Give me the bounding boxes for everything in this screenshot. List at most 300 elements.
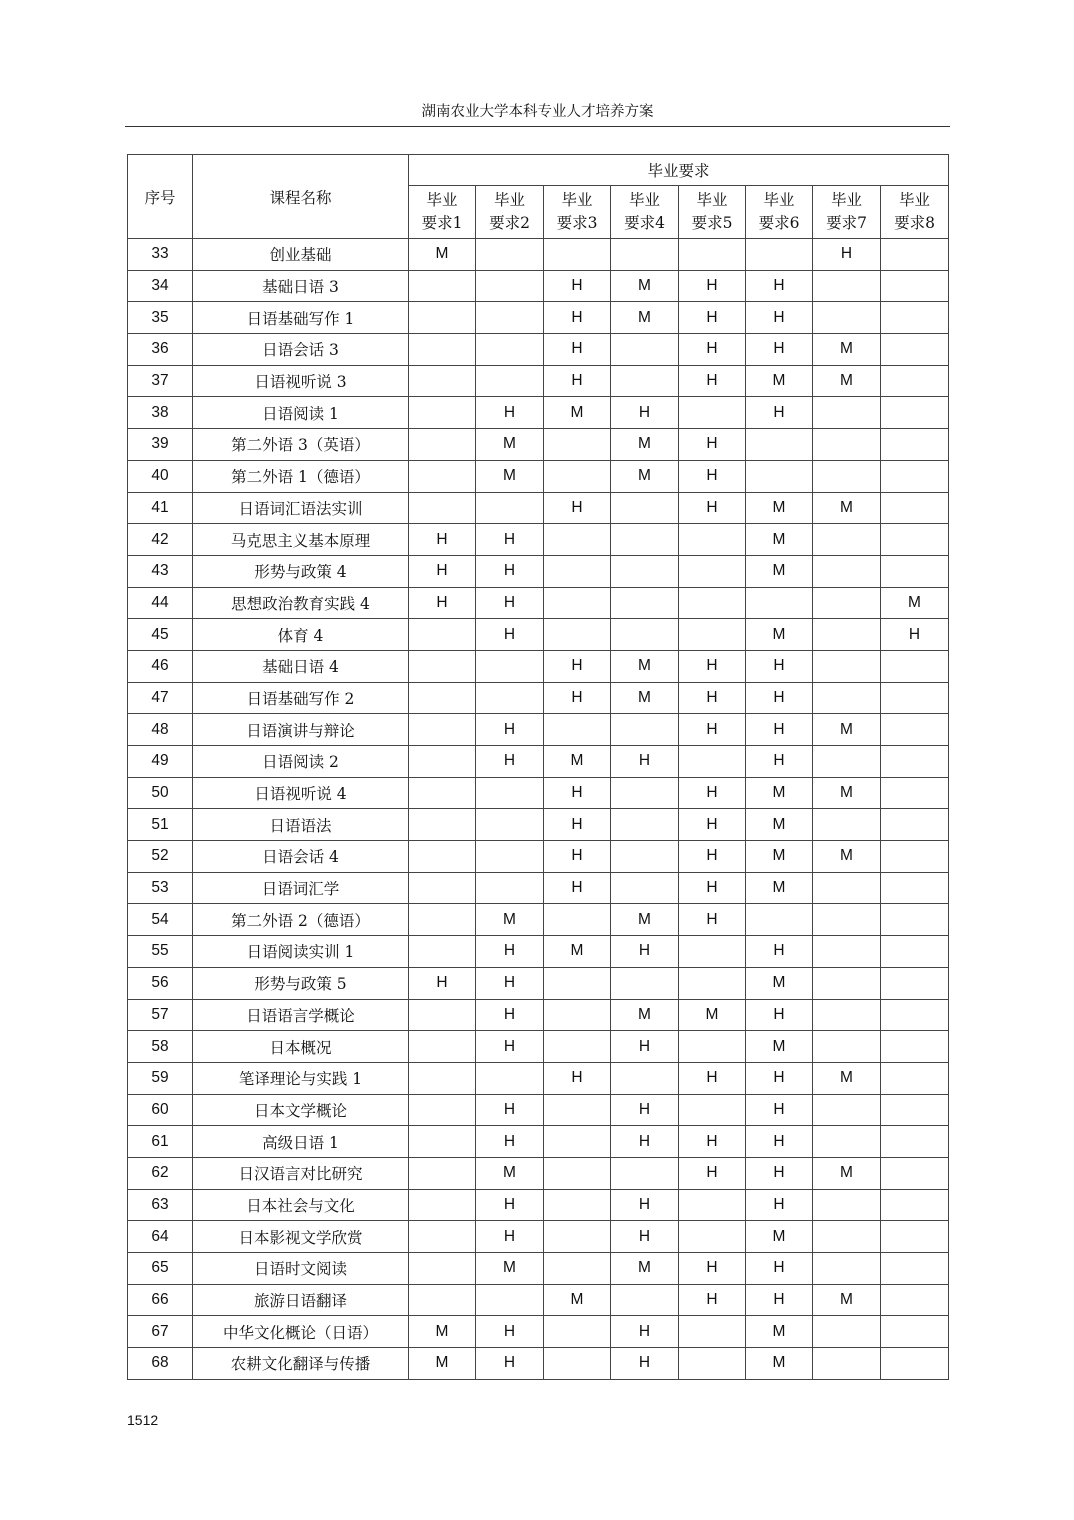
cell-seq: 57 (128, 999, 193, 1031)
table-row (128, 904, 949, 936)
column-header-requirement-6: 毕业 要求6 (746, 186, 813, 239)
cell-requirement-4 (611, 1157, 679, 1189)
cell-seq: 39 (128, 429, 193, 461)
cell-requirement-1 (409, 302, 476, 334)
cell-requirement-1 (409, 1189, 476, 1221)
cell-requirement-5 (679, 1348, 746, 1380)
cell-requirement-4 (611, 334, 679, 366)
cell-requirement-1 (409, 1157, 476, 1189)
cell-requirement-8 (881, 777, 949, 809)
cell-requirement-7 (813, 1031, 881, 1063)
cell-requirement-5: H (679, 682, 746, 714)
cell-course-name: 形势与政策 5 (193, 967, 409, 999)
cell-requirement-1 (409, 429, 476, 461)
cell-requirement-2 (476, 334, 544, 366)
cell-requirement-6 (746, 239, 813, 271)
cell-requirement-4: H (611, 1348, 679, 1380)
cell-requirement-3 (544, 1253, 611, 1285)
cell-course-name: 日语视听说 4 (193, 777, 409, 809)
cell-requirement-7 (813, 587, 881, 619)
cell-requirement-4: H (611, 1316, 679, 1348)
cell-requirement-1: M (409, 1348, 476, 1380)
table-row (128, 524, 949, 556)
cell-requirement-8 (881, 302, 949, 334)
table-row (128, 270, 949, 302)
cell-requirement-8 (881, 999, 949, 1031)
cell-requirement-3 (544, 555, 611, 587)
cell-requirement-1 (409, 650, 476, 682)
cell-course-name: 笔译理论与实践 1 (193, 1062, 409, 1094)
cell-requirement-5: M (679, 999, 746, 1031)
cell-requirement-7 (813, 460, 881, 492)
cell-requirement-4: M (611, 429, 679, 461)
cell-requirement-3: H (544, 1062, 611, 1094)
cell-requirement-6: H (746, 650, 813, 682)
cell-requirement-7 (813, 1094, 881, 1126)
cell-requirement-7: M (813, 365, 881, 397)
table-row (128, 1094, 949, 1126)
cell-requirement-7 (813, 619, 881, 651)
cell-requirement-1 (409, 492, 476, 524)
cell-requirement-3: M (544, 1284, 611, 1316)
cell-course-name: 日本文学概论 (193, 1094, 409, 1126)
cell-requirement-6: M (746, 1348, 813, 1380)
cell-requirement-8 (881, 682, 949, 714)
cell-seq: 51 (128, 809, 193, 841)
requirements-matrix-table (127, 154, 949, 1380)
cell-requirement-2: M (476, 460, 544, 492)
cell-requirement-4: H (611, 1094, 679, 1126)
cell-seq: 60 (128, 1094, 193, 1126)
cell-requirement-3 (544, 1157, 611, 1189)
cell-requirement-2: H (476, 524, 544, 556)
cell-seq: 40 (128, 460, 193, 492)
cell-requirement-3: H (544, 492, 611, 524)
cell-requirement-2: H (476, 1316, 544, 1348)
cell-course-name: 高级日语 1 (193, 1126, 409, 1158)
cell-requirement-6: H (746, 1253, 813, 1285)
cell-requirement-3: H (544, 334, 611, 366)
cell-requirement-5: H (679, 302, 746, 334)
cell-requirement-1 (409, 746, 476, 778)
cell-course-name: 第二外语 2（德语） (193, 904, 409, 936)
table-row (128, 1284, 949, 1316)
cell-requirement-6: M (746, 555, 813, 587)
cell-requirement-7 (813, 809, 881, 841)
cell-requirement-8 (881, 460, 949, 492)
cell-requirement-5 (679, 239, 746, 271)
cell-course-name: 日语会话 3 (193, 334, 409, 366)
cell-requirement-5: H (679, 904, 746, 936)
cell-requirement-3: H (544, 872, 611, 904)
cell-requirement-3 (544, 429, 611, 461)
cell-requirement-8 (881, 429, 949, 461)
cell-requirement-6 (746, 904, 813, 936)
cell-requirement-7: M (813, 777, 881, 809)
table-row (128, 239, 949, 271)
cell-requirement-4 (611, 777, 679, 809)
cell-requirement-8 (881, 714, 949, 746)
cell-requirement-5 (679, 619, 746, 651)
page-header (125, 100, 950, 127)
cell-requirement-2: H (476, 555, 544, 587)
cell-requirement-4 (611, 524, 679, 556)
cell-requirement-1 (409, 365, 476, 397)
cell-course-name: 日语视听说 3 (193, 365, 409, 397)
cell-requirement-6: M (746, 809, 813, 841)
cell-requirement-5 (679, 524, 746, 556)
cell-requirement-5: H (679, 365, 746, 397)
cell-course-name: 日语阅读 1 (193, 397, 409, 429)
cell-requirement-4 (611, 555, 679, 587)
cell-requirement-4: H (611, 1126, 679, 1158)
cell-requirement-6: H (746, 397, 813, 429)
page-number: 1512 (127, 1412, 159, 1428)
cell-seq: 68 (128, 1348, 193, 1380)
cell-requirement-4: H (611, 1189, 679, 1221)
table-row (128, 936, 949, 968)
cell-requirement-2 (476, 841, 544, 873)
cell-course-name: 日语语法 (193, 809, 409, 841)
cell-requirement-8 (881, 492, 949, 524)
column-header-requirement-2: 毕业 要求2 (476, 186, 544, 239)
cell-requirement-4 (611, 872, 679, 904)
cell-requirement-6: H (746, 999, 813, 1031)
cell-requirement-6: H (746, 1157, 813, 1189)
cell-requirement-3: H (544, 682, 611, 714)
cell-requirement-7 (813, 1253, 881, 1285)
page-header-title: 湖南农业大学本科专业人才培养方案 (421, 104, 654, 120)
cell-requirement-2: M (476, 904, 544, 936)
cell-course-name: 日语阅读 2 (193, 746, 409, 778)
table-row (128, 429, 949, 461)
cell-seq: 66 (128, 1284, 193, 1316)
cell-seq: 64 (128, 1221, 193, 1253)
cell-requirement-7: M (813, 334, 881, 366)
table-row (128, 777, 949, 809)
cell-requirement-5 (679, 397, 746, 429)
cell-requirement-6: M (746, 967, 813, 999)
cell-requirement-3: M (544, 746, 611, 778)
cell-requirement-4: M (611, 270, 679, 302)
cell-seq: 34 (128, 270, 193, 302)
cell-requirement-8 (881, 1126, 949, 1158)
cell-requirement-4: M (611, 460, 679, 492)
cell-requirement-4 (611, 239, 679, 271)
cell-requirement-1 (409, 1284, 476, 1316)
cell-requirement-7 (813, 999, 881, 1031)
cell-course-name: 日语会话 4 (193, 841, 409, 873)
cell-requirement-5 (679, 555, 746, 587)
cell-course-name: 形势与政策 4 (193, 555, 409, 587)
cell-requirement-2 (476, 650, 544, 682)
cell-requirement-3 (544, 1126, 611, 1158)
cell-requirement-1 (409, 270, 476, 302)
cell-requirement-6: H (746, 334, 813, 366)
cell-requirement-8 (881, 1348, 949, 1380)
table-row (128, 365, 949, 397)
table-row (128, 302, 949, 334)
cell-requirement-8 (881, 1284, 949, 1316)
cell-requirement-1 (409, 1094, 476, 1126)
cell-requirement-7 (813, 555, 881, 587)
cell-requirement-1: H (409, 587, 476, 619)
table-row (128, 1316, 949, 1348)
cell-requirement-4: M (611, 1253, 679, 1285)
cell-requirement-1: M (409, 239, 476, 271)
cell-requirement-7 (813, 270, 881, 302)
cell-requirement-5 (679, 1316, 746, 1348)
cell-requirement-8 (881, 1157, 949, 1189)
column-header-requirement-3: 毕业 要求3 (544, 186, 611, 239)
cell-requirement-1 (409, 1062, 476, 1094)
cell-requirement-4: M (611, 650, 679, 682)
cell-requirement-7 (813, 904, 881, 936)
cell-requirement-8 (881, 1189, 949, 1221)
cell-requirement-2 (476, 239, 544, 271)
cell-requirement-6: M (746, 841, 813, 873)
table-row (128, 714, 949, 746)
cell-requirement-5 (679, 936, 746, 968)
cell-requirement-7: M (813, 841, 881, 873)
cell-requirement-6 (746, 460, 813, 492)
cell-seq: 35 (128, 302, 193, 334)
cell-seq: 56 (128, 967, 193, 999)
cell-requirement-8 (881, 936, 949, 968)
cell-course-name: 第二外语 3（英语） (193, 429, 409, 461)
cell-requirement-2: H (476, 1126, 544, 1158)
cell-requirement-4 (611, 587, 679, 619)
cell-requirement-8 (881, 524, 949, 556)
column-header-requirement-8: 毕业 要求8 (881, 186, 949, 239)
cell-requirement-3 (544, 524, 611, 556)
cell-requirement-1: H (409, 555, 476, 587)
cell-requirement-7 (813, 302, 881, 334)
cell-requirement-8 (881, 967, 949, 999)
cell-requirement-1 (409, 682, 476, 714)
cell-requirement-4 (611, 714, 679, 746)
cell-requirement-7 (813, 1348, 881, 1380)
cell-requirement-6: H (746, 302, 813, 334)
column-header-requirement-1: 毕业 要求1 (409, 186, 476, 239)
cell-requirement-6: H (746, 682, 813, 714)
cell-requirement-5: H (679, 334, 746, 366)
cell-seq: 54 (128, 904, 193, 936)
cell-requirement-2: H (476, 746, 544, 778)
cell-requirement-3 (544, 619, 611, 651)
cell-requirement-1: H (409, 967, 476, 999)
table-row (128, 809, 949, 841)
cell-seq: 47 (128, 682, 193, 714)
cell-seq: 50 (128, 777, 193, 809)
cell-requirement-4: H (611, 1221, 679, 1253)
cell-seq: 33 (128, 239, 193, 271)
cell-requirement-8 (881, 555, 949, 587)
cell-requirement-8 (881, 904, 949, 936)
cell-requirement-6: H (746, 714, 813, 746)
cell-requirement-4 (611, 492, 679, 524)
cell-requirement-5: H (679, 777, 746, 809)
cell-requirement-8 (881, 1253, 949, 1285)
cell-requirement-1 (409, 714, 476, 746)
table-row (128, 841, 949, 873)
cell-requirement-3: H (544, 650, 611, 682)
cell-requirement-4 (611, 967, 679, 999)
cell-course-name: 中华文化概论（日语） (193, 1316, 409, 1348)
table-row (128, 1189, 949, 1221)
cell-course-name: 创业基础 (193, 239, 409, 271)
cell-requirement-2: H (476, 1031, 544, 1063)
cell-requirement-8 (881, 239, 949, 271)
cell-requirement-5 (679, 1189, 746, 1221)
cell-requirement-6: M (746, 872, 813, 904)
cell-requirement-6: H (746, 270, 813, 302)
cell-requirement-5: H (679, 714, 746, 746)
cell-requirement-4: M (611, 904, 679, 936)
cell-requirement-7 (813, 872, 881, 904)
cell-course-name: 日语语言学概论 (193, 999, 409, 1031)
cell-requirement-5: H (679, 1126, 746, 1158)
cell-requirement-2: M (476, 429, 544, 461)
cell-requirement-7: M (813, 1062, 881, 1094)
cell-requirement-1 (409, 999, 476, 1031)
cell-requirement-6: M (746, 492, 813, 524)
cell-requirement-7 (813, 1189, 881, 1221)
column-header-requirement-7: 毕业 要求7 (813, 186, 881, 239)
cell-requirement-5 (679, 967, 746, 999)
cell-requirement-5: H (679, 1284, 746, 1316)
cell-requirement-5: H (679, 429, 746, 461)
table-row (128, 872, 949, 904)
cell-requirement-7 (813, 1221, 881, 1253)
cell-requirement-6: H (746, 1189, 813, 1221)
cell-seq: 52 (128, 841, 193, 873)
cell-seq: 49 (128, 746, 193, 778)
cell-seq: 55 (128, 936, 193, 968)
cell-course-name: 基础日语 3 (193, 270, 409, 302)
cell-requirement-3 (544, 999, 611, 1031)
cell-seq: 65 (128, 1253, 193, 1285)
cell-requirement-1 (409, 334, 476, 366)
cell-course-name: 日本社会与文化 (193, 1189, 409, 1221)
cell-requirement-6: H (746, 936, 813, 968)
cell-requirement-1 (409, 841, 476, 873)
table-body (128, 239, 949, 1380)
cell-requirement-3 (544, 967, 611, 999)
cell-requirement-3: M (544, 936, 611, 968)
cell-requirement-2 (476, 777, 544, 809)
cell-requirement-1 (409, 777, 476, 809)
cell-requirement-6 (746, 429, 813, 461)
cell-requirement-3: H (544, 365, 611, 397)
cell-requirement-4: H (611, 746, 679, 778)
cell-requirement-7 (813, 967, 881, 999)
cell-requirement-8 (881, 365, 949, 397)
cell-requirement-2 (476, 270, 544, 302)
cell-seq: 36 (128, 334, 193, 366)
cell-requirement-8 (881, 1062, 949, 1094)
cell-requirement-4 (611, 809, 679, 841)
cell-requirement-1 (409, 397, 476, 429)
cell-requirement-2: M (476, 1157, 544, 1189)
column-header-requirement-5: 毕业 要求5 (679, 186, 746, 239)
cell-requirement-6: H (746, 1284, 813, 1316)
cell-requirement-3 (544, 1348, 611, 1380)
cell-requirement-7 (813, 936, 881, 968)
cell-requirement-8 (881, 841, 949, 873)
cell-seq: 43 (128, 555, 193, 587)
cell-requirement-6: H (746, 746, 813, 778)
cell-seq: 53 (128, 872, 193, 904)
cell-requirement-3: H (544, 270, 611, 302)
table-row (128, 1348, 949, 1380)
cell-course-name: 日语演讲与辩论 (193, 714, 409, 746)
column-header-course: 课程名称 (193, 155, 409, 239)
cell-requirement-2 (476, 1062, 544, 1094)
cell-requirement-1 (409, 904, 476, 936)
cell-requirement-8 (881, 270, 949, 302)
table-row (128, 460, 949, 492)
cell-requirement-4: M (611, 302, 679, 334)
cell-requirement-8 (881, 650, 949, 682)
cell-requirement-2 (476, 492, 544, 524)
cell-seq: 37 (128, 365, 193, 397)
cell-requirement-3: H (544, 777, 611, 809)
cell-course-name: 旅游日语翻译 (193, 1284, 409, 1316)
cell-requirement-2: H (476, 999, 544, 1031)
cell-requirement-8 (881, 872, 949, 904)
cell-seq: 48 (128, 714, 193, 746)
table-row (128, 334, 949, 366)
cell-requirement-8 (881, 397, 949, 429)
table-row (128, 1221, 949, 1253)
cell-requirement-6: M (746, 1221, 813, 1253)
cell-requirement-3: M (544, 397, 611, 429)
cell-seq: 41 (128, 492, 193, 524)
cell-course-name: 日语基础写作 2 (193, 682, 409, 714)
cell-requirement-5: H (679, 650, 746, 682)
cell-requirement-8: H (881, 619, 949, 651)
cell-course-name: 日语基础写作 1 (193, 302, 409, 334)
cell-requirement-1 (409, 809, 476, 841)
cell-requirement-2: H (476, 714, 544, 746)
cell-requirement-4 (611, 365, 679, 397)
cell-seq: 42 (128, 524, 193, 556)
cell-requirement-4: H (611, 1031, 679, 1063)
cell-requirement-7 (813, 682, 881, 714)
cell-requirement-7 (813, 1316, 881, 1348)
cell-requirement-6: M (746, 524, 813, 556)
cell-course-name: 日本概况 (193, 1031, 409, 1063)
cell-course-name: 马克思主义基本原理 (193, 524, 409, 556)
cell-requirement-1 (409, 1253, 476, 1285)
cell-course-name: 基础日语 4 (193, 650, 409, 682)
cell-requirement-1 (409, 936, 476, 968)
table-row (128, 967, 949, 999)
cell-course-name: 日汉语言对比研究 (193, 1157, 409, 1189)
cell-requirement-3 (544, 1189, 611, 1221)
cell-requirement-6: M (746, 365, 813, 397)
table-row (128, 1253, 949, 1285)
cell-requirement-7 (813, 524, 881, 556)
cell-requirement-2: H (476, 619, 544, 651)
header-row-top (128, 155, 949, 186)
cell-requirement-5: H (679, 270, 746, 302)
cell-requirement-7 (813, 429, 881, 461)
column-group-header: 毕业要求 (409, 155, 949, 186)
cell-requirement-8 (881, 1316, 949, 1348)
cell-requirement-5: H (679, 1062, 746, 1094)
